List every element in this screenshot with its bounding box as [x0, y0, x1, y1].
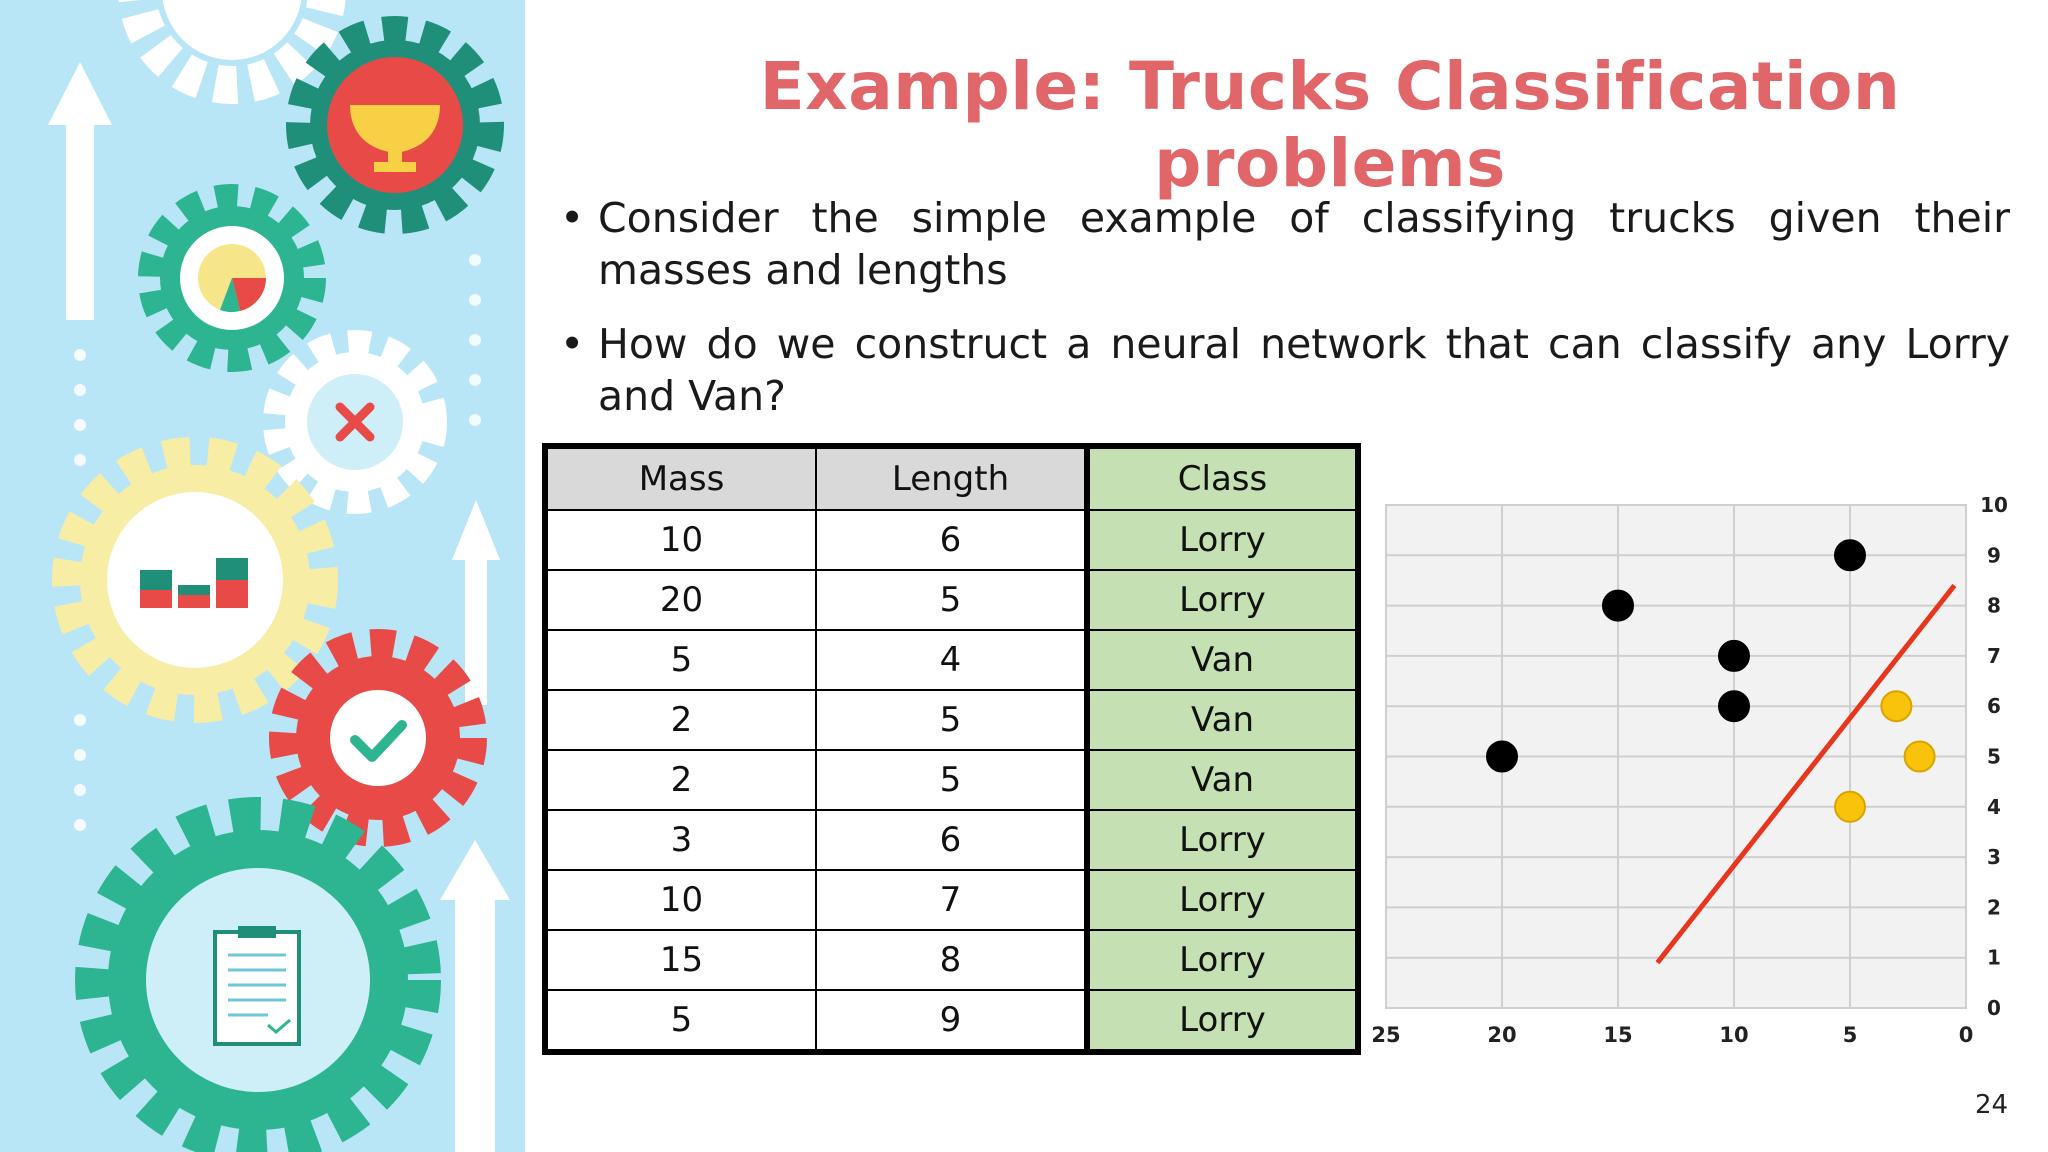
cell-class: Lorry: [1087, 870, 1358, 930]
cell-length: 9: [816, 990, 1087, 1052]
arrow-up-icon: [48, 62, 112, 320]
page-number: 24: [1975, 1090, 2009, 1120]
cell-length: 6: [816, 810, 1087, 870]
cell-mass: 20: [545, 570, 816, 630]
cell-length: 5: [816, 690, 1087, 750]
header-class: Class: [1087, 446, 1358, 510]
table-row: [545, 630, 1358, 690]
table-row: [545, 750, 1358, 810]
cell-mass: 2: [545, 750, 816, 810]
x-tick-label: 15: [1603, 1023, 1633, 1047]
x-tick-label: 20: [1487, 1023, 1517, 1047]
cell-length: 5: [816, 750, 1087, 810]
y-tick-label: 1: [1987, 945, 2001, 970]
slide-title: Example: Trucks Classification problems: [759, 48, 1901, 202]
lorry-point: [1719, 691, 1749, 721]
bullet-list: [560, 192, 2010, 444]
cell-class: Lorry: [1087, 930, 1358, 990]
cell-mass: 5: [545, 630, 816, 690]
cell-mass: 15: [545, 930, 816, 990]
y-tick-label: 4: [1987, 794, 2001, 819]
cell-class: Lorry: [1087, 570, 1358, 630]
lorry-point: [1603, 591, 1633, 621]
scatter-chart: [1370, 490, 2030, 1060]
y-tick-label: 9: [1987, 543, 2001, 568]
cell-mass: 3: [545, 810, 816, 870]
y-tick-label: 2: [1987, 895, 2001, 920]
cell-class: Van: [1087, 750, 1358, 810]
cell-class: Lorry: [1087, 990, 1358, 1052]
cell-length: 6: [816, 510, 1087, 570]
decorative-sidebar: [0, 0, 525, 1152]
cell-class: Van: [1087, 690, 1358, 750]
cell-class: Lorry: [1087, 510, 1358, 570]
van-point: [1881, 691, 1911, 721]
y-tick-label: 8: [1987, 593, 2001, 618]
table-row: [545, 990, 1358, 1052]
x-tick-label: 10: [1719, 1023, 1749, 1047]
y-tick-label: 6: [1987, 694, 2001, 719]
bullet-item: [560, 192, 2010, 296]
cell-mass: 10: [545, 870, 816, 930]
x-tick-label: 25: [1371, 1023, 1401, 1047]
table-row: [545, 930, 1358, 990]
table-row: [545, 510, 1358, 570]
y-tick-label: 0: [1987, 996, 2001, 1020]
y-tick-label: 10: [1980, 493, 2008, 517]
table-row: [545, 570, 1358, 630]
y-tick-label: 3: [1987, 845, 2001, 870]
table-row: [545, 810, 1358, 870]
cell-length: 4: [816, 630, 1087, 690]
cell-length: 8: [816, 930, 1087, 990]
van-point: [1905, 742, 1935, 772]
van-point: [1835, 792, 1865, 822]
bullet-dot: •: [560, 320, 585, 368]
bullet-text: How do we construct a neural network that can classify any Lorry and Van?: [598, 320, 2010, 420]
lorry-point: [1487, 742, 1517, 772]
y-tick-label: 7: [1987, 643, 2001, 668]
cell-class: Lorry: [1087, 810, 1358, 870]
x-tick-label: 5: [1842, 1023, 1858, 1047]
header-length: Length: [816, 446, 1087, 510]
table-row: [545, 690, 1358, 750]
cell-mass: 5: [545, 990, 816, 1052]
clipboard-icon: [215, 926, 299, 1044]
table-row: [545, 870, 1358, 930]
x-tick-label: 0: [1958, 1023, 1974, 1047]
bullet-dot: •: [560, 194, 585, 242]
arrow-up-icon: [440, 840, 510, 1152]
cell-mass: 2: [545, 690, 816, 750]
lorry-point: [1719, 641, 1749, 671]
bullet-item: [560, 318, 2010, 422]
y-tick-label: 5: [1987, 744, 2001, 769]
table-header-row: [545, 446, 1358, 510]
cell-length: 5: [816, 570, 1087, 630]
pie-chart-icon: [198, 244, 266, 312]
cell-mass: 10: [545, 510, 816, 570]
bullet-text: Consider the simple example of classifying trucks given their masses and lengths: [598, 194, 2010, 294]
trucks-table: [542, 443, 1361, 1055]
lorry-point: [1835, 540, 1865, 570]
header-mass: Mass: [545, 446, 816, 510]
cell-length: 7: [816, 870, 1087, 930]
cell-class: Van: [1087, 630, 1358, 690]
